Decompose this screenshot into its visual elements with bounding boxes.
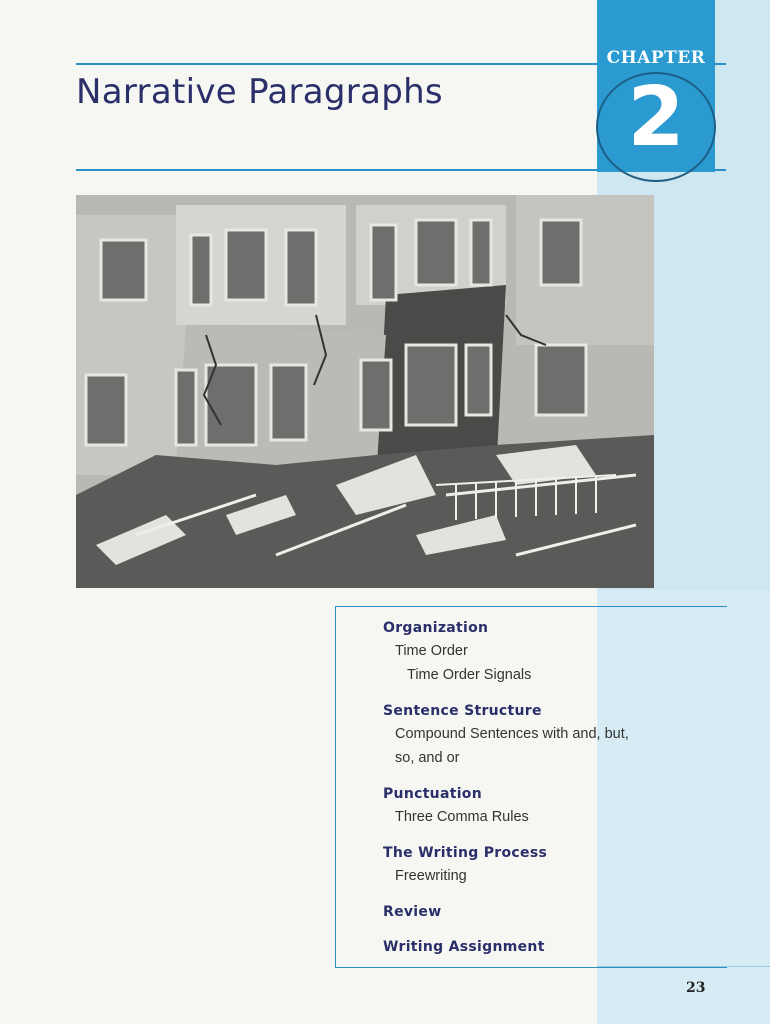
chapter-contents [383,617,713,971]
toc-item: Freewriting [395,868,467,884]
chapter-label: CHAPTER [606,48,706,68]
toc-section-writing-process [383,842,713,888]
toc-heading: Organization [383,620,489,636]
chapter-photo [76,195,654,588]
toc-item-continued: so, and or [395,750,460,766]
toc-item: Time Order [395,643,468,659]
page-number: 23 [686,980,706,996]
toc-section-review [383,901,713,923]
toc-item: Compound Sentences with and, but, [395,726,629,742]
toc-heading: Punctuation [383,786,482,802]
collapsed-building-illustration [76,195,654,588]
toc-section-punctuation [383,783,713,829]
chapter-title: Narrative Paragraphs [76,72,443,112]
toc-heading: Review [383,904,442,920]
toc-heading: Writing Assignment [383,939,545,955]
toc-section-organization [383,617,713,687]
toc-section-sentence-structure [383,700,713,770]
footer-rule [597,966,770,967]
toc-subitem: Time Order Signals [407,667,532,683]
toc-heading: Sentence Structure [383,703,542,719]
toc-item: Three Comma Rules [395,809,529,825]
toc-heading: The Writing Process [383,845,548,861]
chapter-number: 2 [627,70,685,165]
toc-section-writing-assignment [383,936,713,958]
